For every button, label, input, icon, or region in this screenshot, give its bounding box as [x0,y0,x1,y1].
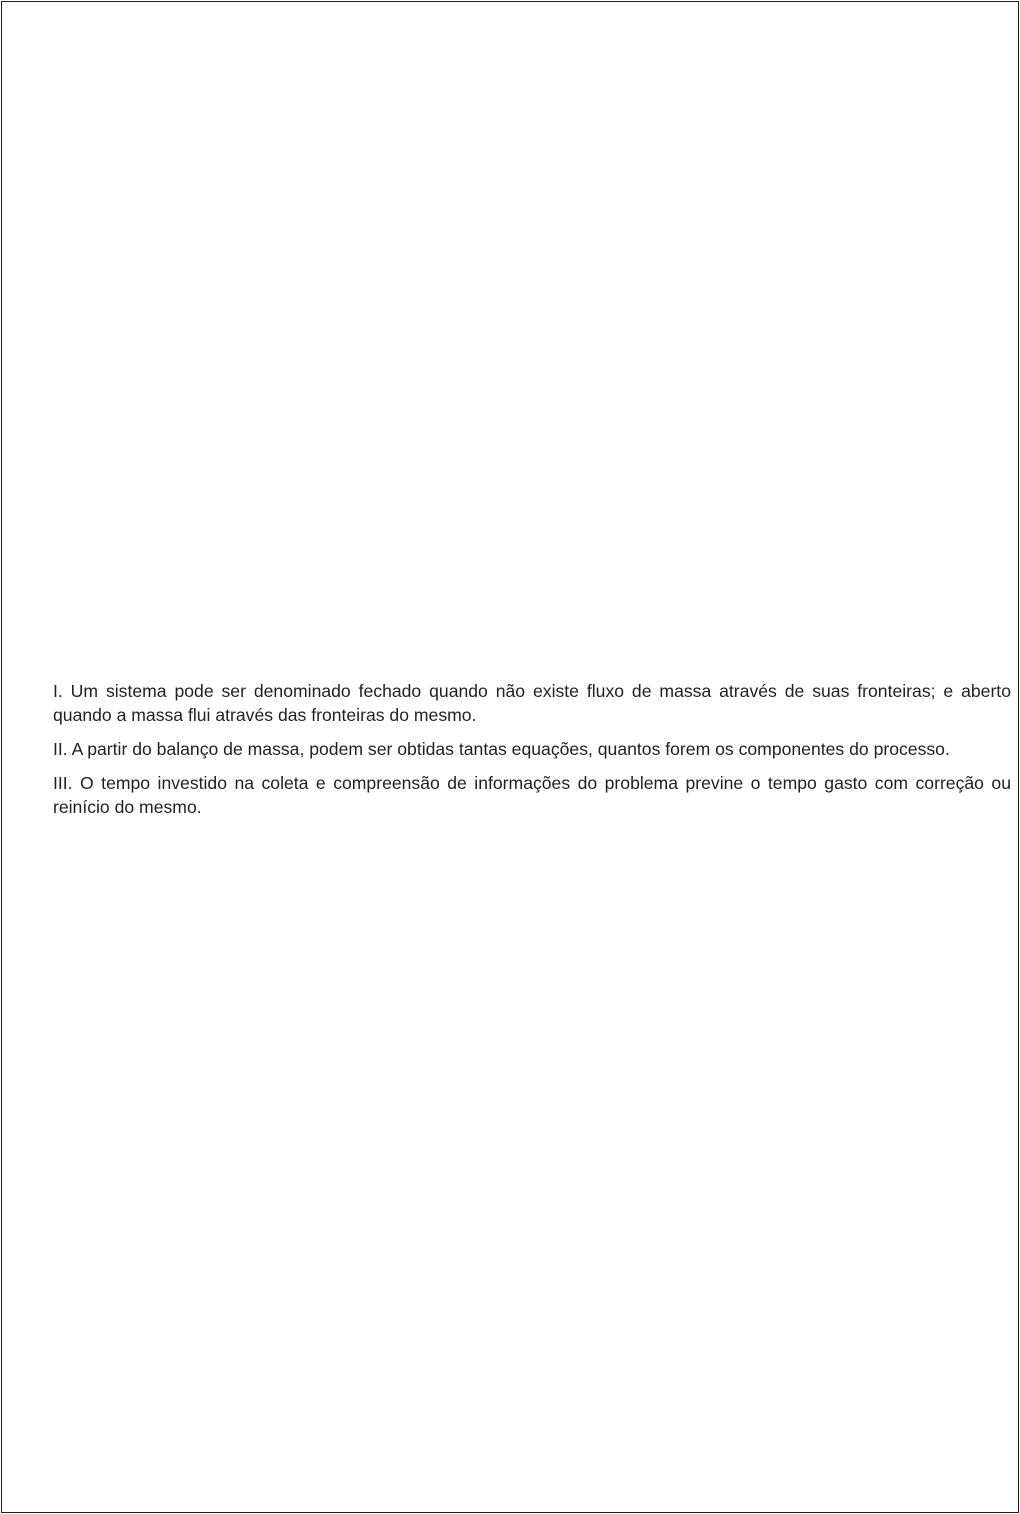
page-frame [1,1,1019,1513]
statements-list [53,679,1011,829]
statement-i: I. Um sistema pode ser denominado fechado quando não existe fluxo de massa através de suas fronteiras; e aberto quando a massa flui através das fronteiras do mesmo. [53,681,1011,725]
statement-ii: II. A partir do balanço de massa, podem ser obtidas tantas equações, quantos forem os componentes do processo. [53,739,950,759]
statement-iii: III. O tempo investido na coleta e compreensão de informações do problema previne o tempo gasto com correção ou reinício do mesmo. [53,773,1011,817]
